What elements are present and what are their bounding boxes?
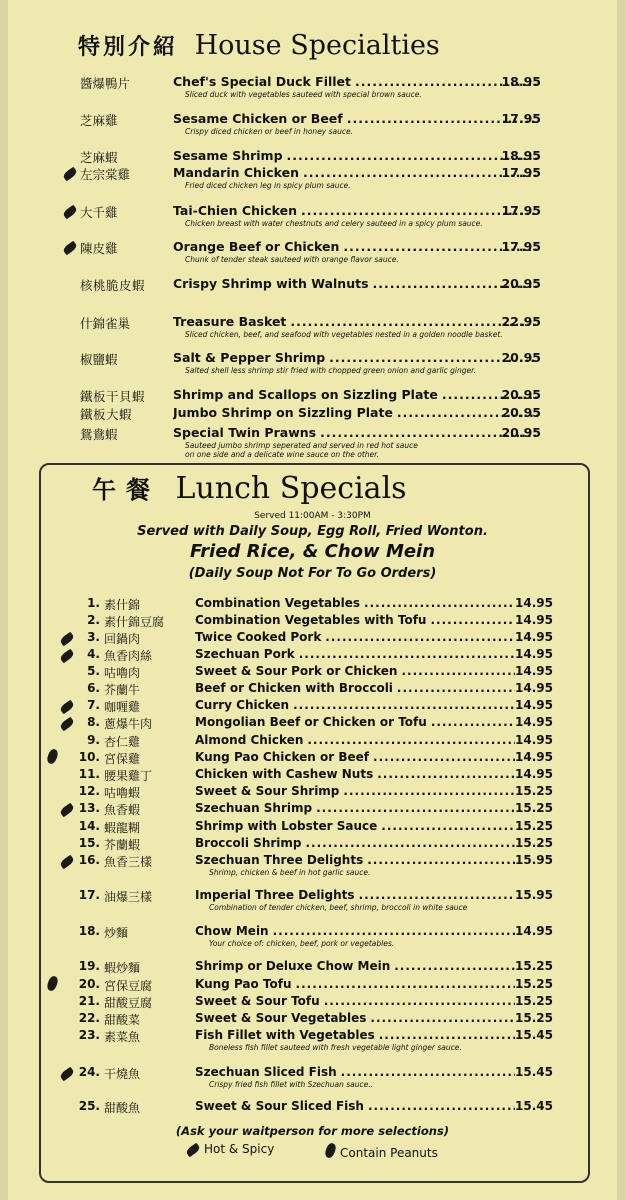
item-price: 18.95 (501, 74, 541, 89)
item-price: 20.95 (501, 405, 541, 420)
daily-soup-note: (Daily Soup Not For To Go Orders) (188, 566, 437, 581)
item-name: Special Twin Prawns ..... (173, 425, 538, 440)
item-name: Curry Chicken ..... (195, 698, 515, 712)
item-price: 14.95 (515, 681, 553, 695)
peanut-legend-label: Contain Peanuts (340, 1146, 438, 1160)
item-price: 18.95 (501, 148, 541, 163)
item-cn: 魚香三樣 (104, 855, 153, 869)
item-number: 11. (78, 767, 100, 781)
item-price: 14.95 (515, 630, 553, 644)
item-cn: 宮保豆腐 (104, 979, 153, 993)
item-name: Szechuan Three Delights ..... (195, 853, 515, 867)
item-cn: 咖喱雞 (104, 700, 141, 714)
item-cn: 蔥爆牛肉 (104, 717, 153, 731)
item-cn: 蝦龍糊 (104, 821, 141, 835)
item-cn: 素什錦豆腐 (104, 615, 165, 629)
item-desc: Shrimp, chicken & beef in hot garlic sauce. (209, 868, 371, 877)
house-title-cn: 特別介紹 (78, 34, 179, 60)
item-name: Kung Pao Chicken or Beef ..... (195, 750, 515, 764)
item-number: 4. (87, 647, 100, 661)
item-price: 15.45 (515, 1028, 553, 1042)
item-name: Almond Chicken ..... (195, 733, 515, 747)
item-cn: 腰果雞丁 (104, 769, 153, 783)
item-name: Sweet & Sour Shrimp ..... (195, 784, 515, 798)
item-cn: 芝麻蝦 (80, 150, 118, 165)
item-cn: 芝麻雞 (80, 113, 118, 128)
item-price: 14.95 (515, 647, 553, 661)
item-number: 23. (78, 1028, 100, 1042)
item-price: 15.25 (515, 977, 553, 991)
item-number: 19. (78, 959, 100, 973)
item-name: Combination Vegetables with Tofu ..... (195, 613, 515, 627)
item-price: 15.25 (515, 836, 553, 850)
item-price: 20.95 (501, 425, 541, 440)
item-price: 15.25 (515, 994, 553, 1008)
item-price: 17.95 (501, 165, 541, 180)
item-desc: Boneless fish fillet sauteed with fresh vegetable light ginger sauce. (209, 1043, 462, 1052)
lunch-specials-title (92, 470, 532, 512)
item-price: 15.25 (515, 784, 553, 798)
item-price: 15.25 (515, 801, 553, 815)
item-price: 14.95 (515, 715, 553, 729)
item-price: 15.25 (515, 819, 553, 833)
item-cn: 甜酸菜 (104, 1013, 141, 1027)
item-number: 15. (78, 836, 100, 850)
item-number: 25. (78, 1099, 100, 1113)
served-with: Served with Daily Soup, Egg Roll, Fried Wonton. (137, 524, 488, 539)
item-name: Szechuan Shrimp ..... (195, 801, 515, 815)
item-desc-2: on one side and a delicate wine sauce on the other. (185, 450, 379, 459)
item-name: Orange Beef or Chicken ..... (173, 239, 538, 254)
item-name: Sesame Chicken or Beef ..... (173, 111, 538, 126)
item-cn: 干燒魚 (104, 1067, 141, 1081)
item-cn: 素什錦 (104, 598, 141, 612)
item-cn: 醬爆鴨片 (80, 76, 131, 91)
item-cn: 核桃脆皮蝦 (80, 278, 146, 293)
item-price: 14.95 (515, 924, 553, 938)
item-price: 20.95 (501, 276, 541, 291)
item-desc: Crispy diced chicken or beef in honey sauce. (185, 127, 354, 136)
item-price: 14.95 (515, 596, 553, 610)
hot-spicy-icon (62, 241, 78, 256)
item-number: 20. (78, 977, 100, 991)
item-price: 15.45 (515, 1065, 553, 1079)
item-name: Sweet & Sour Sliced Fish ..... (195, 1099, 515, 1113)
item-price: 14.95 (515, 750, 553, 764)
item-cn: 魚香肉絲 (104, 649, 153, 663)
item-price: 15.95 (515, 853, 553, 867)
house-specialties-title (78, 30, 598, 70)
item-name: Broccoli Shrimp ..... (195, 836, 515, 850)
item-name: Tai-Chien Chicken ..... (173, 203, 538, 218)
item-cn: 炒麵 (104, 926, 129, 940)
item-name: Sweet & Sour Vegetables ..... (195, 1011, 515, 1025)
item-cn: 甜酸魚 (104, 1101, 141, 1115)
item-number: 1. (87, 596, 100, 610)
item-name: Beef or Chicken with Broccoli ..... (195, 681, 515, 695)
lunch-title-en: Lunch Specials (175, 471, 407, 506)
item-cn: 左宗棠雞 (80, 167, 131, 182)
item-number: 18. (78, 924, 100, 938)
menu-page (8, 0, 617, 1200)
item-number: 6. (87, 681, 100, 695)
served-with-2: Fried Rice, & Chow Mein (189, 541, 436, 562)
item-price: 14.95 (515, 698, 553, 712)
item-cn: 咕嚕肉 (104, 666, 141, 680)
item-cn: 芥蘭牛 (104, 683, 141, 697)
item-name: Mongolian Beef or Chicken or Tofu ..... (195, 715, 515, 729)
item-name: Combination Vegetables ..... (195, 596, 515, 610)
item-price: 20.95 (501, 350, 541, 365)
item-cn: 鐵板干貝蝦 (80, 389, 146, 404)
item-price: 14.95 (515, 664, 553, 678)
hot-spicy-legend-label: Hot & Spicy (204, 1142, 275, 1156)
item-number: 7. (87, 698, 100, 712)
item-number: 14. (78, 819, 100, 833)
item-cn: 甜酸豆腐 (104, 996, 153, 1010)
item-desc: Chunk of tender steak sauteed with orange flavor sauce. (185, 255, 399, 264)
item-name: Crispy Shrimp with Walnuts ..... (173, 276, 538, 291)
item-price: 15.25 (515, 1011, 553, 1025)
item-name: Imperial Three Delights ..... (195, 888, 515, 902)
item-number: 13. (78, 801, 100, 815)
item-name: Kung Pao Tofu ..... (195, 977, 515, 991)
item-desc: Sliced chicken, beef, and seafood with vegetables nested in a golden noodle basket. (185, 330, 503, 339)
item-name: Twice Cooked Pork ..... (195, 630, 515, 644)
item-cn: 大千雞 (80, 205, 118, 220)
item-price: 17.95 (501, 111, 541, 126)
item-price: 20.95 (501, 387, 541, 402)
item-price: 15.25 (515, 959, 553, 973)
item-cn: 油爆三樣 (104, 890, 153, 904)
item-name: Shrimp or Deluxe Chow Mein ..... (195, 959, 515, 973)
item-cn: 咕嚕蝦 (104, 786, 141, 800)
item-cn: 鐵板大蝦 (80, 407, 133, 422)
ask-waitperson-note: (Ask your waitperson for more selections) (175, 1124, 450, 1138)
item-number: 9. (87, 733, 100, 747)
item-desc: Fried diced chicken leg in spicy plum sauce. (185, 181, 351, 190)
item-cn: 杏仁雞 (104, 735, 141, 749)
item-cn: 回鍋肉 (104, 632, 141, 646)
item-price: 15.95 (515, 888, 553, 902)
item-cn: 陳皮雞 (80, 241, 118, 256)
item-desc: Combination of tender chicken, beef, shrimp, broccoli in white sauce (209, 903, 468, 912)
item-number: 17. (78, 888, 100, 902)
item-number: 3. (87, 630, 100, 644)
item-cn: 魚香蝦 (104, 803, 141, 817)
item-number: 16. (78, 853, 100, 867)
item-cn: 椒鹽蝦 (80, 352, 118, 367)
item-name: Shrimp with Lobster Sauce ..... (195, 819, 515, 833)
house-title-en: House Specialties (194, 30, 440, 61)
item-name: Chow Mein ..... (195, 924, 515, 938)
item-price: 17.95 (501, 203, 541, 218)
item-cn: 什錦雀巢 (80, 316, 131, 331)
item-desc: Sliced duck with vegetables sauteed with special brown sauce. (185, 90, 422, 99)
item-name: Salt & Pepper Shrimp ..... (173, 350, 538, 365)
item-name: Fish Fillet with Vegetables ..... (195, 1028, 515, 1042)
item-number: 8. (87, 715, 100, 729)
item-cn: 芥蘭蝦 (104, 838, 141, 852)
item-name: Chicken with Cashew Nuts ..... (195, 767, 515, 781)
item-cn: 鴛鴦蝦 (80, 427, 118, 442)
item-number: 22. (78, 1011, 100, 1025)
item-name: Jumbo Shrimp on Sizzling Plate ..... (173, 405, 538, 420)
item-name: Chef's Special Duck Fillet ..... (173, 74, 538, 89)
item-name: Shrimp and Scallops on Sizzling Plate ..... (173, 387, 538, 402)
hot-spicy-icon (62, 205, 78, 220)
item-price: 22.95 (501, 314, 541, 329)
item-price: 15.45 (515, 1099, 553, 1113)
item-name: Sweet & Sour Pork or Chicken ..... (195, 664, 515, 678)
item-price: 17.95 (501, 239, 541, 254)
hot-spicy-icon (62, 167, 78, 182)
item-price: 14.95 (515, 733, 553, 747)
item-desc: Crispy fried fish fillet with Szechuan sauce.. (209, 1080, 374, 1089)
item-number: 5. (87, 664, 100, 678)
item-desc: Salted shell less shrimp stir fried with chopped green onion and garlic ginger. (185, 366, 476, 375)
item-name: Szechuan Pork ..... (195, 647, 515, 661)
item-cn: 素菜魚 (104, 1030, 141, 1044)
item-price: 14.95 (515, 613, 553, 627)
item-number: 10. (78, 750, 100, 764)
item-name: Treasure Basket ..... (173, 314, 538, 329)
item-name: Mandarin Chicken ..... (173, 165, 538, 180)
lunch-title-cn: 午餐 (92, 475, 160, 504)
item-desc: Chicken breast with water chestnuts and celery sauteed in a spicy plum sauce. (185, 219, 483, 228)
item-number: 12. (78, 784, 100, 798)
served-time: Served 11:00AM - 3:30PM (254, 511, 371, 521)
item-desc: Sauteed jumbo shrimp seperated and served in red hot sauce (185, 441, 418, 450)
item-cn: 宮保雞 (104, 752, 141, 766)
item-desc: Your choice of: chicken, beef, pork or vegetables. (209, 939, 395, 948)
item-name: Sesame Shrimp ..... (173, 148, 538, 163)
item-number: 21. (78, 994, 100, 1008)
item-number: 2. (87, 613, 100, 627)
item-name: Szechuan Sliced Fish ..... (195, 1065, 515, 1079)
item-name: Sweet & Sour Tofu ..... (195, 994, 515, 1008)
item-price: 14.95 (515, 767, 553, 781)
item-number: 24. (78, 1065, 100, 1079)
item-cn: 蝦炒麵 (104, 961, 141, 975)
